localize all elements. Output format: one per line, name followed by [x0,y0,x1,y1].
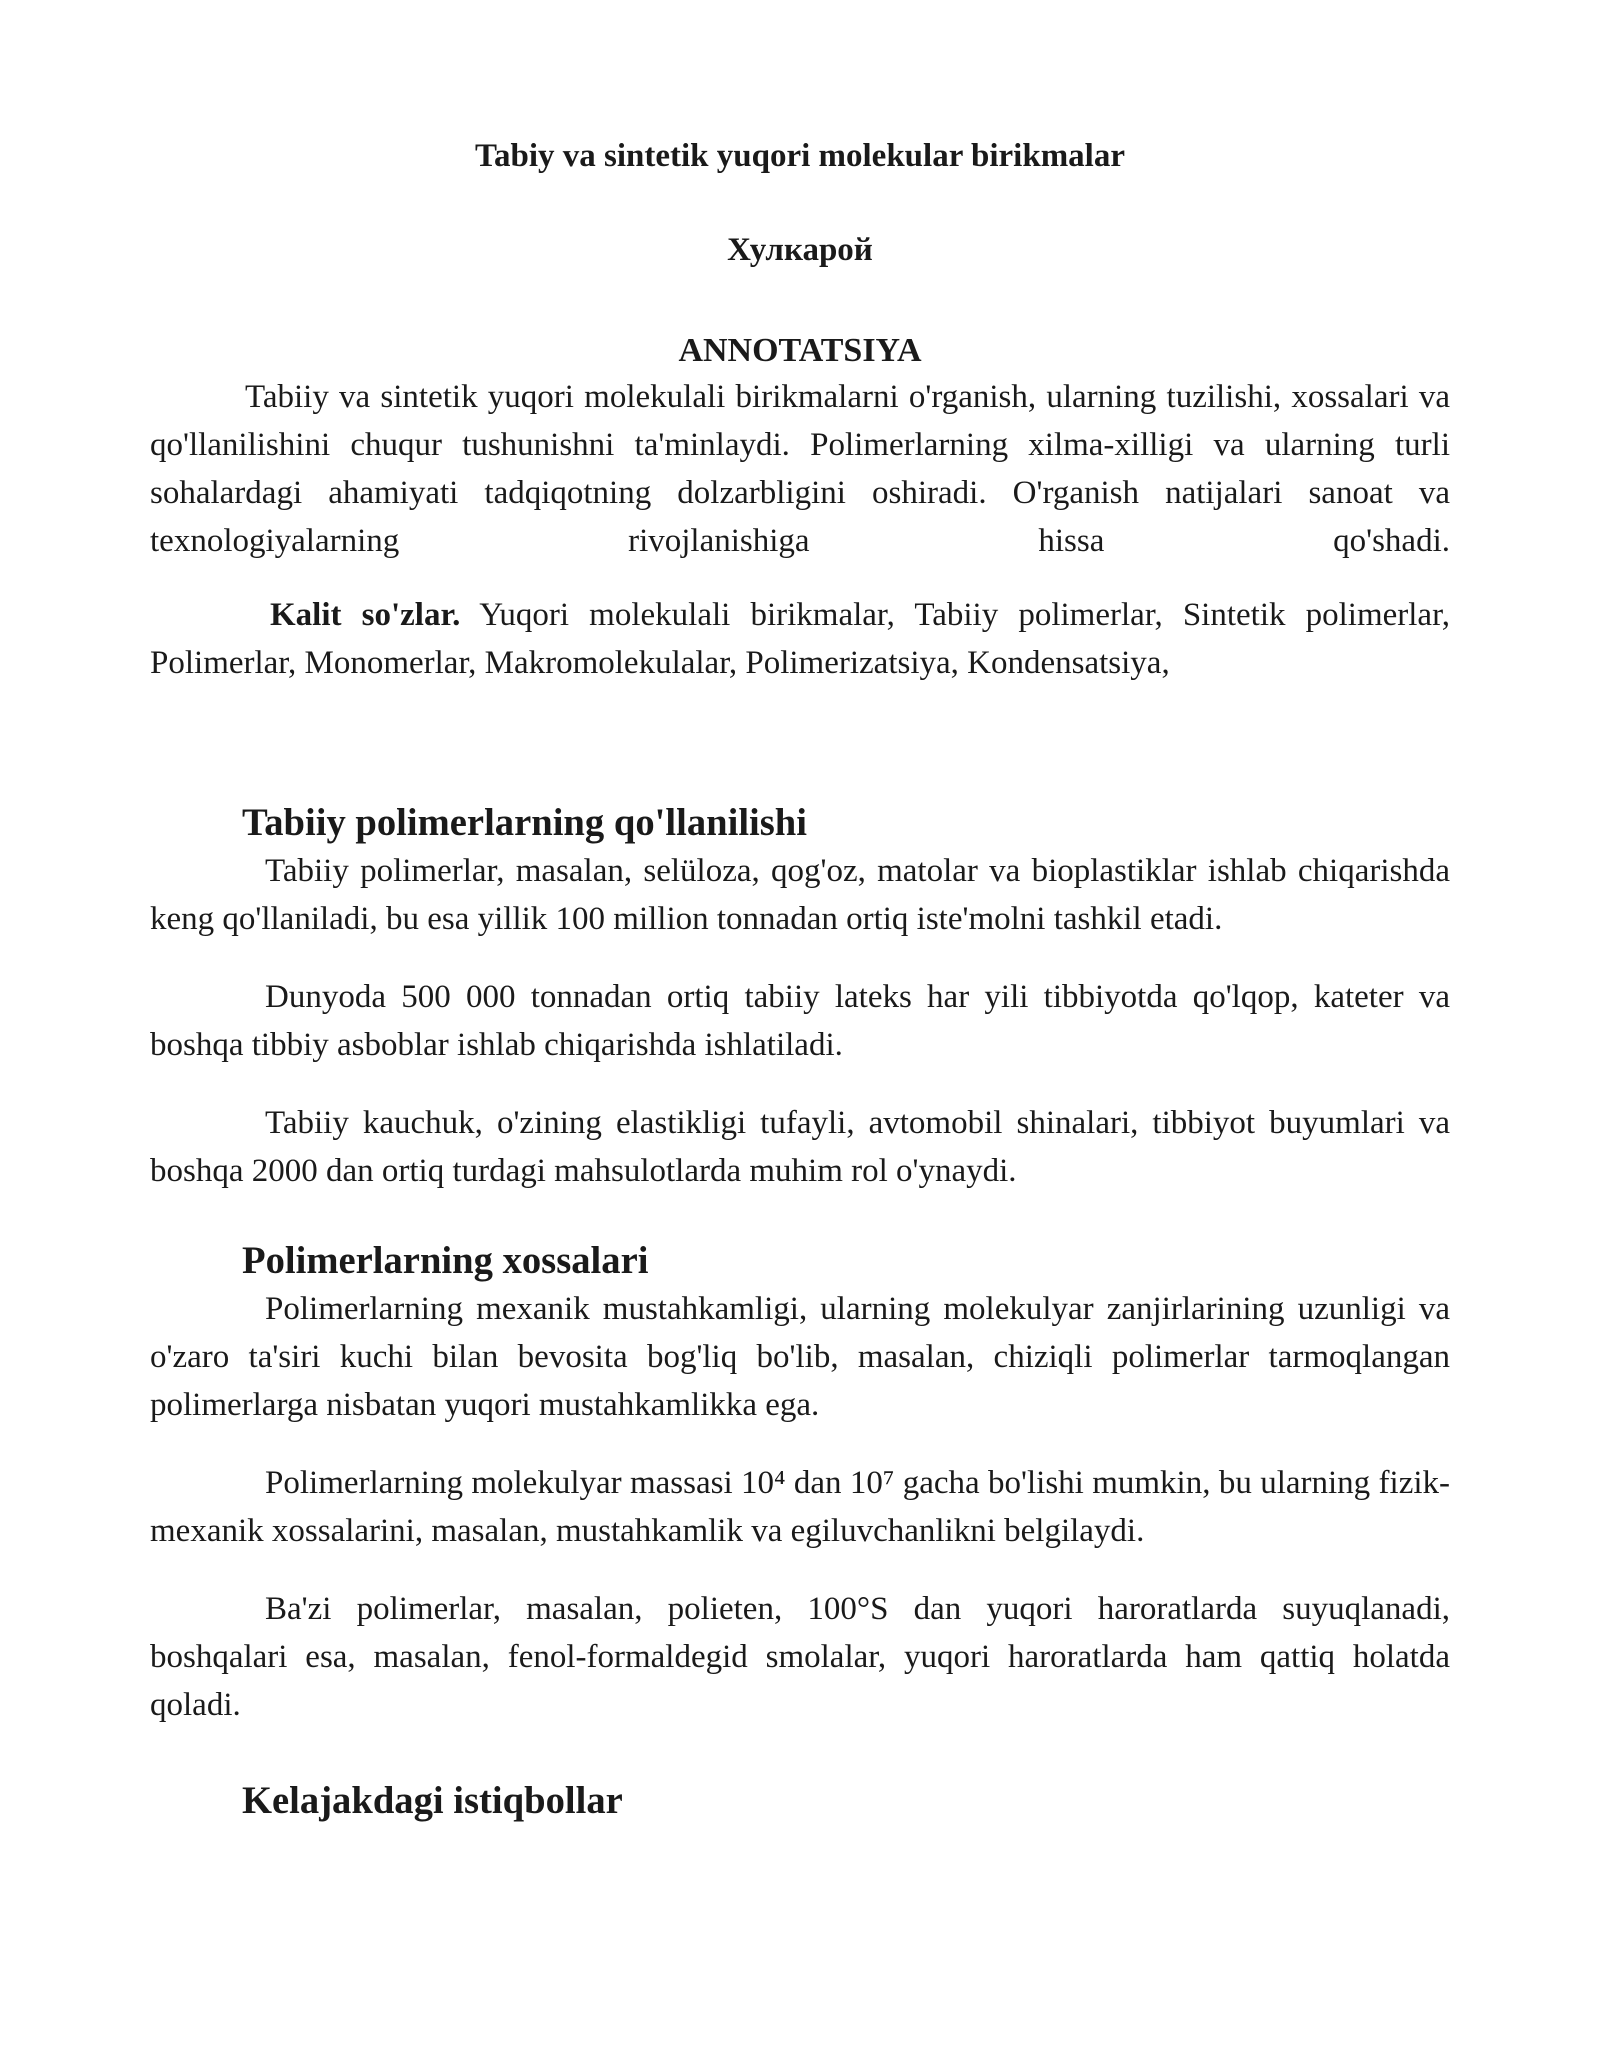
section2-paragraph: Polimerlarning mexanik mustahkamligi, ularning molekulyar zanjirlarining uzunligi va o'zaro ta'siri kuchi bilan bevosita bog'liq bo'lib, masalan, chiziqli polimerlar tarmoqlangan polimerlarga nisbatan yuqori mustahkamlikka ega. [150,1291,1450,1423]
section1-paragraph: Tabiiy kauchuk, o'zining elastikligi tufayli, avtomobil shinalari, tibbiyot buyumlari va boshqa 2000 dan ortiq turdagi mahsulotlarda muhim rol o'ynaydi. [150,1105,1450,1189]
section-heading-future-prospects: Kelajakdagi istiqbollar [242,1780,623,1822]
section1-paragraph: Dunyoda 500 000 tonnadan ortiq tabiiy lateks har yili tibbiyotda qo'lqop, kateter va boshqa tibbiy asboblar ishlab chiqarishda ishlatiladi. [150,979,1450,1063]
annotation-heading: ANNOTATSIYA [678,332,922,369]
section2-paragraph: Polimerlarning molekulyar massasi 10⁴ dan 10⁷ gacha bo'lishi mumkin, bu ularning fizik-mexanik xossalarini, masalan, mustahkamlik va egiluvchanlikni belgilaydi. [150,1465,1450,1549]
section1-paragraph: Tabiiy polimerlar, masalan, selüloza, qog'oz, matolar va bioplastiklar ishlab chiqarishda keng qo'llaniladi, bu esa yillik 100 million tonnadan ortiq iste'molni tashkil etadi. [150,853,1450,937]
annotation-paragraph: Tabiiy va sintetik yuqori molekulali birikmalarni o'rganish, ularning tuzilishi, xossalari va qo'llanilishini chuqur tushunishni ta'minlaydi. Polimerlarning xilma-xilligi va ularning turli sohalardagi ahamiyati tadqiqotning dolzarbligini oshiradi. O'rganish natijalari sanoat va texnologiyalarning rivojlanishiga hissa qo'shadi. [150,379,1450,559]
document-title: Tabiy va sintetik yuqori molekular birikmalar [474,138,1125,174]
author-name: Хулкарой [727,232,873,268]
keywords-paragraph [150,591,1450,687]
keywords-list: Yuqori molekulali birikmalar, Tabiiy polimerlar, Sintetik polimerlar, Polimerlar, Monomerlar, Makromolekulalar, Polimerizatsiya, Kondensatsiya, [150,597,1450,681]
section2-paragraph: Ba'zi polimerlar, masalan, polieten, 100°S dan yuqori haroratlarda suyuqlanadi, boshqalari esa, masalan, fenol-formaldegid smolalar, yuqori haroratlarda ham qattiq holatda qoladi. [150,1591,1450,1723]
section-heading-polymer-properties: Polimerlarning xossalari [242,1240,649,1282]
section-heading-natural-polymers: Tabiiy polimerlarning qo'llanilishi [242,802,808,844]
keywords-label: Kalit so'zlar. [270,597,461,633]
